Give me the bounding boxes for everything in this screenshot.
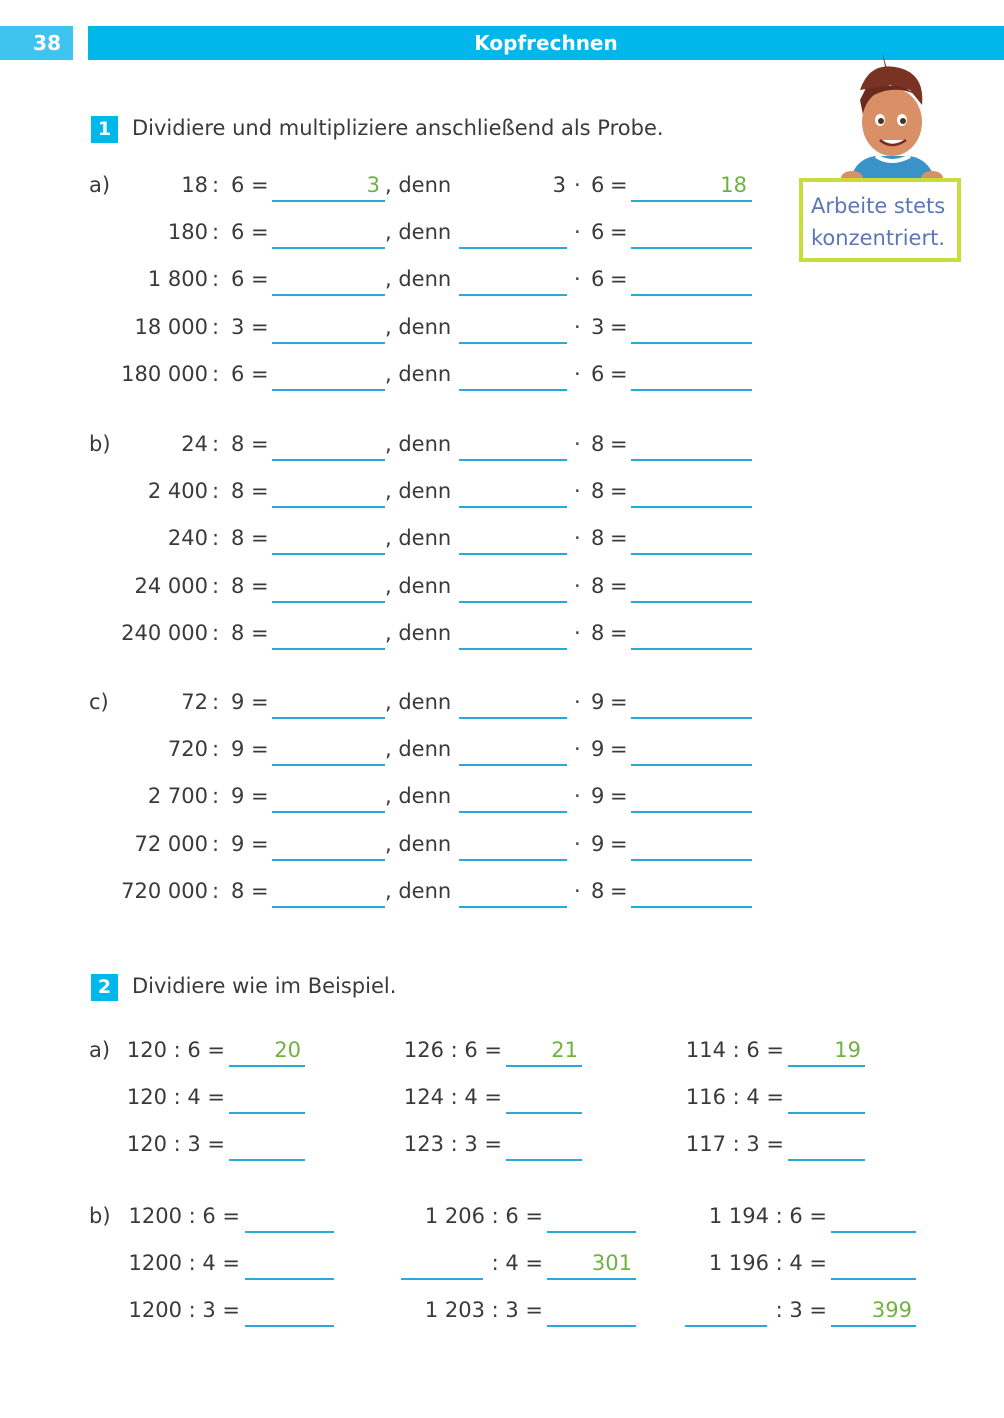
equals-sign: = [610,526,628,550]
division-expression: 120 : 3 = [126,1132,225,1156]
connector-text: , denn [385,173,452,197]
quotient-blank[interactable] [272,811,385,813]
equals-sign: = [610,879,628,903]
divisor: 8 [231,879,245,903]
division-expression: 114 : 6 = [685,1038,784,1062]
answer-blank[interactable] [245,1278,334,1280]
divisor: 9 [231,690,245,714]
product-blank[interactable] [631,601,752,603]
equals-sign: = [610,737,628,761]
dividend: 180 000 [121,362,208,386]
connector-text: , denn [385,832,452,856]
multiplication-sign: · [574,362,581,386]
multiplication-sign: · [574,479,581,503]
dividend: 24 [181,432,208,456]
multiplication-sign: · [574,220,581,244]
multiplication-sign: · [574,832,581,856]
multiplication-sign: · [574,784,581,808]
division-sign: : [212,690,220,714]
product-blank[interactable] [631,553,752,555]
answer-blank[interactable] [831,1278,916,1280]
divisor: 8 [231,574,245,598]
connector-text: , denn [385,526,452,550]
factor-blank[interactable] [459,247,567,249]
product-blank[interactable] [631,859,752,861]
product-blank[interactable] [631,342,752,344]
dividend-blank[interactable] [401,1278,483,1280]
quotient-blank[interactable] [272,389,385,391]
dividend: 1 800 [147,267,208,291]
division-expression: 123 : 3 = [403,1132,502,1156]
connector-text: , denn [385,432,452,456]
dividend: 180 [167,220,208,244]
division-expression: : 3 = [775,1298,827,1322]
task-1-instruction: Dividiere und multipliziere anschließend als Probe. [132,116,664,140]
equals-sign: = [251,784,269,808]
division-sign: : [212,574,220,598]
multiplier: 6 [591,220,605,244]
factor-blank[interactable] [459,601,567,603]
quotient-answer[interactable]: 3 [366,173,380,197]
equals-sign: = [610,479,628,503]
factor-blank[interactable] [459,553,567,555]
part-label: b) [89,1204,111,1228]
factor-blank[interactable] [459,648,567,650]
multiplier: 8 [591,574,605,598]
answer-blank[interactable] [506,1159,582,1161]
divisor: 9 [231,784,245,808]
answer-blank[interactable] [788,1065,865,1067]
divisor: 3 [231,315,245,339]
product-blank[interactable] [631,389,752,391]
product-answer[interactable]: 18 [720,173,747,197]
product-blank[interactable] [631,648,752,650]
multiplier: 6 [591,267,605,291]
dividend-blank[interactable] [685,1325,767,1327]
quotient-blank[interactable] [272,342,385,344]
factor-blank[interactable] [459,859,567,861]
equals-sign: = [251,267,269,291]
equals-sign: = [251,173,269,197]
divisor: 8 [231,432,245,456]
answer-blank[interactable] [547,1231,636,1233]
group-label: c) [89,690,109,714]
division-expression: 116 : 4 = [685,1085,784,1109]
dividend: 24 000 [134,574,208,598]
quotient-blank[interactable] [272,859,385,861]
multiplication-sign: · [574,574,581,598]
multiplier: 8 [591,432,605,456]
division-sign: : [212,784,220,808]
multiplier: 8 [591,479,605,503]
factor-blank[interactable] [459,717,567,719]
factor-blank[interactable] [459,342,567,344]
equals-sign: = [610,784,628,808]
division-expression: 1200 : 3 = [128,1298,240,1322]
sign-line-1: Arbeite stets [811,194,946,218]
answer-blank[interactable] [831,1325,916,1327]
multiplier: 8 [591,526,605,550]
equals-sign: = [251,879,269,903]
division-expression: 126 : 6 = [403,1038,502,1062]
multiplication-sign: · [574,267,581,291]
division-sign: : [212,879,220,903]
multiplier: 9 [591,690,605,714]
division-sign: : [212,267,220,291]
quotient-blank[interactable] [272,247,385,249]
division-sign: : [212,362,220,386]
equals-sign: = [251,621,269,645]
product-blank[interactable] [631,811,752,813]
division-sign: : [212,220,220,244]
quotient-blank[interactable] [272,506,385,508]
multiplier: 9 [591,832,605,856]
factor-blank[interactable] [459,906,567,908]
connector-text: , denn [385,621,452,645]
division-expression: 120 : 6 = [126,1038,225,1062]
multiplier: 8 [591,621,605,645]
answer-blank[interactable] [229,1065,305,1067]
product-blank[interactable] [631,200,752,202]
connector-text: , denn [385,690,452,714]
divisor: 6 [231,220,245,244]
divisor: 6 [231,267,245,291]
quotient-blank[interactable] [272,459,385,461]
division-expression: 1 206 : 6 = [424,1204,543,1228]
connector-text: , denn [385,784,452,808]
multiplier: 6 [591,173,605,197]
answer-value[interactable]: 20 [274,1038,301,1062]
equals-sign: = [610,173,628,197]
multiplication-sign: · [574,432,581,456]
division-expression: 124 : 4 = [403,1085,502,1109]
equals-sign: = [610,832,628,856]
division-expression: 1200 : 4 = [128,1251,240,1275]
equals-sign: = [251,737,269,761]
factor-blank[interactable] [459,459,567,461]
quotient-blank[interactable] [272,717,385,719]
equals-sign: = [251,220,269,244]
group-label: a) [89,173,111,197]
multiplication-sign: · [574,315,581,339]
dividend: 18 000 [134,315,208,339]
answer-blank[interactable] [229,1112,305,1114]
multiplier: 9 [591,784,605,808]
task-1-badge: 1 [91,116,118,143]
divisor: 9 [231,832,245,856]
motivation-sign [799,178,961,262]
answer-blank[interactable] [788,1112,865,1114]
multiplication-sign: · [574,173,581,197]
answer-blank[interactable] [245,1231,334,1233]
division-expression: 120 : 4 = [126,1085,225,1109]
answer-blank[interactable] [547,1278,636,1280]
answer-blank[interactable] [547,1325,636,1327]
division-sign: : [212,479,220,503]
quotient-blank[interactable] [272,601,385,603]
factor-answer[interactable]: 3 [552,173,566,197]
division-expression: 1 196 : 4 = [708,1251,827,1275]
task-2-badge: 2 [91,974,118,1001]
dividend: 72 000 [134,832,208,856]
division-expression: 1 203 : 3 = [424,1298,543,1322]
connector-text: , denn [385,574,452,598]
equals-sign: = [251,832,269,856]
equals-sign: = [610,315,628,339]
answer-value[interactable]: 21 [551,1038,578,1062]
mascot-illustration [830,50,950,185]
equals-sign: = [251,432,269,456]
division-sign: : [212,173,220,197]
multiplication-sign: · [574,526,581,550]
sign-line-2: konzentriert. [811,226,945,250]
division-expression: 1 194 : 6 = [708,1204,827,1228]
multiplier: 3 [591,315,605,339]
answer-blank[interactable] [788,1159,865,1161]
connector-text: , denn [385,737,452,761]
division-sign: : [212,432,220,456]
quotient-blank[interactable] [272,294,385,296]
product-blank[interactable] [631,764,752,766]
product-blank[interactable] [631,506,752,508]
dividend: 2 400 [147,479,208,503]
connector-text: , denn [385,220,452,244]
equals-sign: = [610,362,628,386]
divisor: 8 [231,621,245,645]
equals-sign: = [251,574,269,598]
factor-blank[interactable] [459,506,567,508]
quotient-blank[interactable] [272,553,385,555]
connector-text: , denn [385,879,452,903]
dividend: 720 000 [121,879,208,903]
product-blank[interactable] [631,717,752,719]
equals-sign: = [610,574,628,598]
division-sign: : [212,621,220,645]
division-expression: : 4 = [491,1251,543,1275]
dividend: 72 [181,690,208,714]
answer-blank[interactable] [506,1065,582,1067]
product-blank[interactable] [631,247,752,249]
equals-sign: = [610,621,628,645]
dividend: 2 700 [147,784,208,808]
connector-text: , denn [385,479,452,503]
division-expression: 1200 : 6 = [128,1204,240,1228]
equals-sign: = [610,432,628,456]
boy-mascot-icon [830,50,950,185]
divisor: 8 [231,526,245,550]
task-2-instruction: Dividiere wie im Beispiel. [132,974,397,998]
page-number: 38 [0,26,73,60]
connector-text: , denn [385,362,452,386]
equals-sign: = [610,267,628,291]
factor-blank[interactable] [459,764,567,766]
multiplication-sign: · [574,621,581,645]
product-blank[interactable] [631,459,752,461]
product-blank[interactable] [631,906,752,908]
division-sign: : [212,315,220,339]
division-sign: : [212,737,220,761]
answer-blank[interactable] [831,1231,916,1233]
equals-sign: = [610,220,628,244]
connector-text: , denn [385,267,452,291]
divisor: 9 [231,737,245,761]
quotient-blank[interactable] [272,200,385,202]
group-label: b) [89,432,111,456]
answer-value[interactable]: 19 [834,1038,861,1062]
divisor: 6 [231,173,245,197]
answer-blank[interactable] [506,1112,582,1114]
part-label: a) [89,1038,111,1062]
equals-sign: = [251,479,269,503]
dividend: 240 [167,526,208,550]
equals-sign: = [251,362,269,386]
division-expression: 117 : 3 = [685,1132,784,1156]
dividend: 18 [181,173,208,197]
quotient-blank[interactable] [272,648,385,650]
quotient-blank[interactable] [272,764,385,766]
dividend: 720 [167,737,208,761]
multiplier: 6 [591,362,605,386]
equals-sign: = [251,690,269,714]
product-blank[interactable] [631,294,752,296]
quotient-blank[interactable] [272,906,385,908]
answer-value[interactable]: 301 [591,1251,632,1275]
answer-blank[interactable] [229,1159,305,1161]
division-sign: : [212,526,220,550]
factor-blank[interactable] [459,811,567,813]
factor-blank[interactable] [459,294,567,296]
equals-sign: = [610,690,628,714]
connector-text: , denn [385,315,452,339]
multiplier: 9 [591,737,605,761]
answer-blank[interactable] [245,1325,334,1327]
page-title: Kopfrechnen [88,26,1004,60]
multiplication-sign: · [574,879,581,903]
dividend: 240 000 [121,621,208,645]
division-sign: : [212,832,220,856]
divisor: 6 [231,362,245,386]
answer-value[interactable]: 399 [871,1298,912,1322]
factor-blank[interactable] [459,389,567,391]
divisor: 8 [231,479,245,503]
multiplication-sign: · [574,737,581,761]
multiplication-sign: · [574,690,581,714]
equals-sign: = [251,526,269,550]
multiplier: 8 [591,879,605,903]
equals-sign: = [251,315,269,339]
